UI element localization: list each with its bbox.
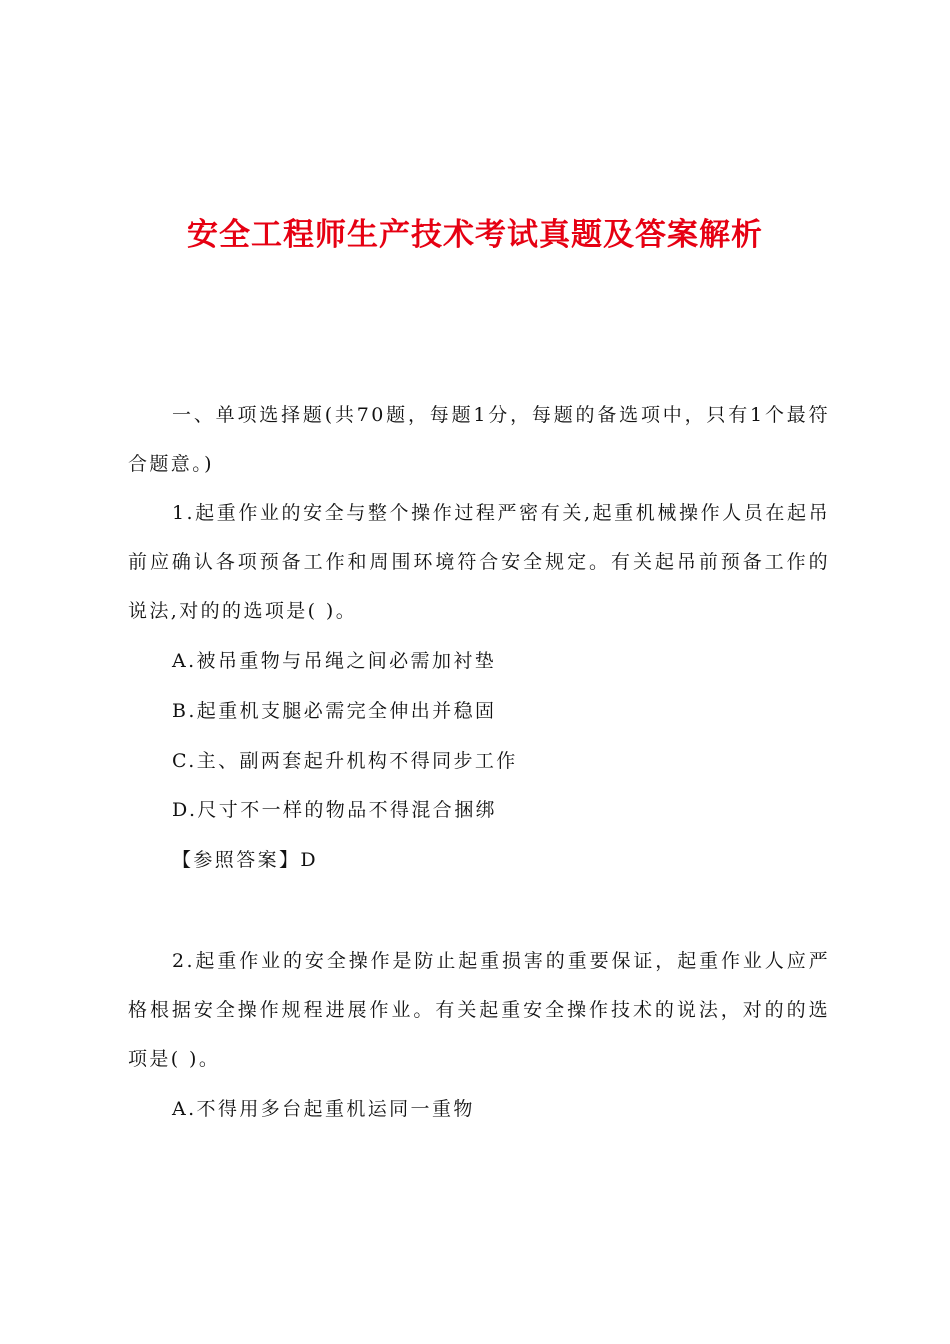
question-1-option-c: C.主、副两套起升机构不得同步工作 [172,750,518,772]
question-2-stem: 2.起重作业的安全操作是防止起重损害的重要保证，起重作业人应严格根据安全操作规程进展作业。有关起重安全操作技术的说法，对的的选项是( )。 [128,950,830,1070]
question-2-option-a: A.不得用多台起重机运同一重物 [172,1098,475,1120]
question-1-option-b: B.起重机支腿必需完全伸出并稳固 [172,700,497,722]
question-1-answer: 【参照答案】D [172,849,319,871]
section-intro: 一、单项选择题(共70题，每题1分，每题的备选项中，只有1个最符合题意。) [128,404,830,475]
question-1-option-a: A.被吊重物与吊绳之间必需加衬垫 [172,650,497,672]
question-1-option-d: D.尺寸不一样的物品不得混合捆绑 [172,799,497,821]
question-1-stem: 1.起重作业的安全与整个操作过程严密有关,起重机械操作人员在起吊前应确认各项预备工作和周围环境符合安全规定。有关起吊前预备工作的说法,对的的选项是( )。 [128,502,830,622]
document-title: 安全工程师生产技术考试真题及答案解析 [187,217,763,253]
